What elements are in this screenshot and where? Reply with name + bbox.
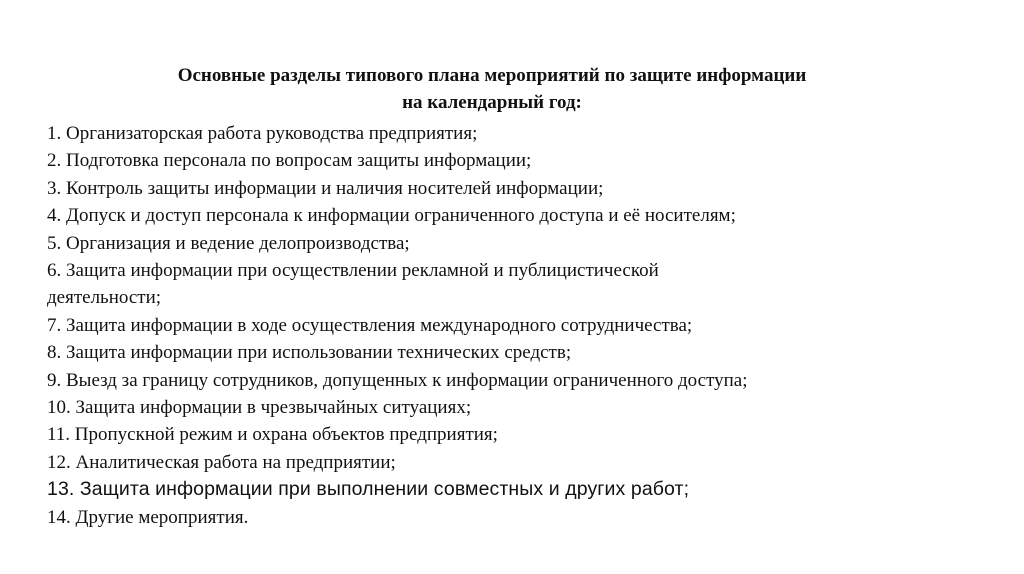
list-item-10: 10. Защита информации в чрезвычайных ситуациях; [47, 397, 472, 419]
list-item-11: 11. Пропускной режим и охрана объектов предприятия; [47, 424, 498, 446]
list-item-7: 7. Защита информации в ходе осуществления международного сотрудничества; [47, 314, 693, 336]
list-item-12: 12. Аналитическая работа на предприятии; [47, 451, 396, 473]
list-item-4: 4. Допуск и доступ персонала к информации ограниченного доступа и её носителям; [47, 205, 736, 227]
list-item-5: 5. Организация и ведение делопроизводства; [47, 232, 410, 254]
slide-title [0, 62, 984, 116]
list-item-3: 3. Контроль защиты информации и наличия носителей информации; [47, 177, 604, 199]
list-item-2: 2. Подготовка персонала по вопросам защиты информации; [47, 150, 532, 172]
list-item-6-continuation: деятельности; [47, 287, 162, 309]
list-item-8: 8. Защита информации при использовании технических средств; [47, 342, 572, 364]
list-item-14: 14. Другие мероприятия. [47, 506, 249, 528]
title-line-2: на календарный год: [402, 92, 582, 113]
list-item-6 [47, 257, 947, 312]
list-item-6-text: 6. Защита информации при осуществлении рекламной и публицистической [47, 260, 659, 282]
list-item-9: 9. Выезд за границу сотрудников, допущенных к информации ограниченного доступа; [47, 369, 748, 391]
title-line-1: Основные разделы типового плана мероприятий по защите информации [177, 65, 807, 86]
list-item-1: 1. Организаторская работа руководства предприятия; [47, 123, 478, 144]
measures-list [47, 120, 947, 531]
list-item-13: 13. Защита информации при выполнении совместных и других работ; [47, 478, 690, 501]
